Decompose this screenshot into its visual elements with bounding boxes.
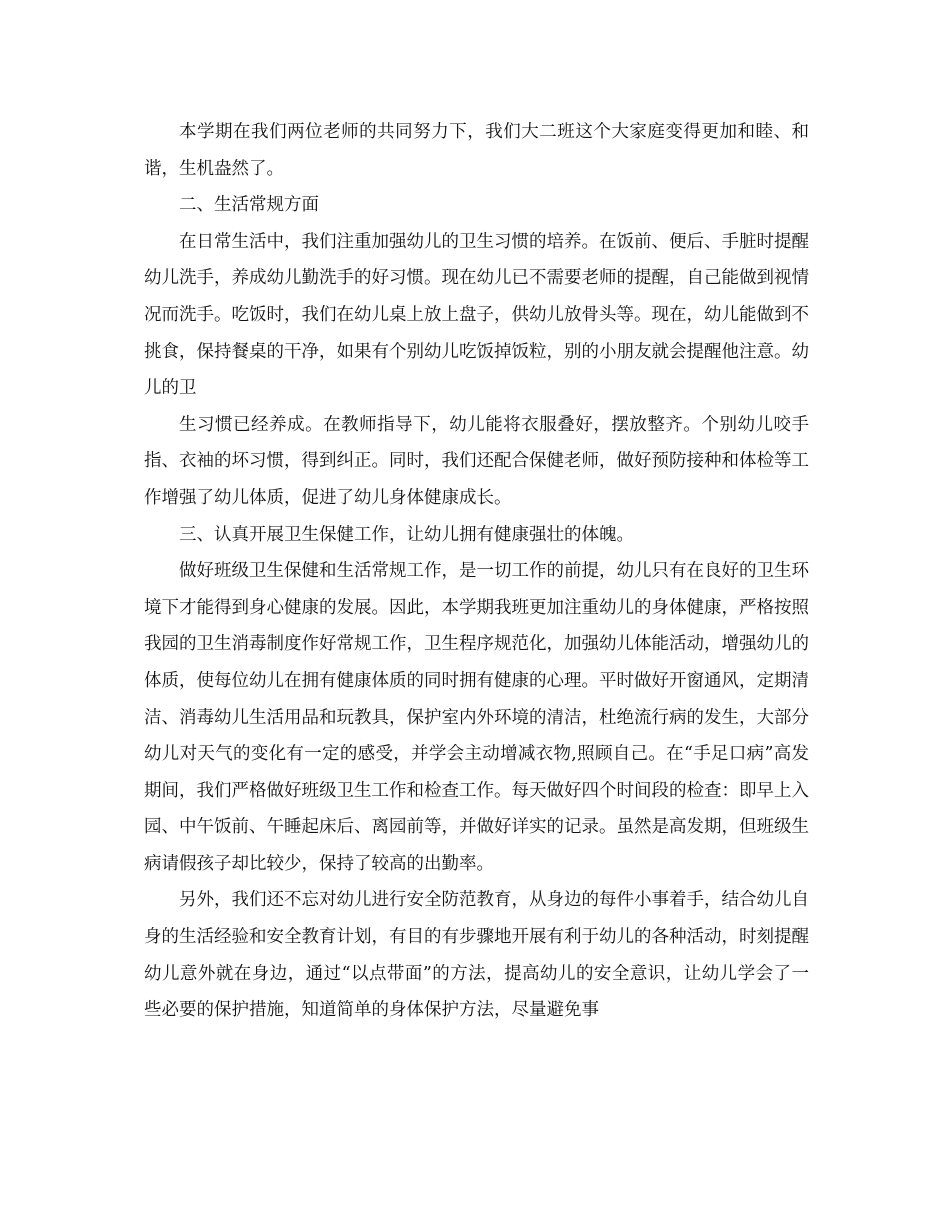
document-body <box>144 114 809 1029</box>
paragraph-intro: 本学期在我们两位老师的共同努力下，我们大二班这个大家庭变得更加和睦、和谐，生机盎然了。 <box>144 122 809 179</box>
paragraph-health-care: 做好班级卫生保健和生活常规工作，是一切工作的前提，幼儿只有在良好的卫生环境下才能得到身心健康的发展。因此，本学期我班更加注重幼儿的身体健康，严格按照我园的卫生消毒制度作好常规工作，卫生程序规范化，加强幼儿体能活动，增强幼儿的体质，使每位幼儿在拥有健康体质的同时拥有健康的心理。平时做好开窗通风，定期清洁、消毒幼儿生活用品和玩教具，保护室内外环境的清洁，杜绝流行病的发生，大部分幼儿对天气的变化有一定的感受，并学会主动增减衣物,照顾自己。在“手足口病”高发期间，我们严格做好班级卫生工作和检查工作。每天做好四个时间段的检查：即早上入园、中午饭前、午睡起床后、离园前等，并做好详实的记录。虽然是高发期，但班级生病请假孩子却比较少，保持了较高的出勤率。 <box>144 561 809 874</box>
paragraph-hygiene-habits: 在日常生活中，我们注重加强幼儿的卫生习惯的培养。在饭前、便后、手脏时提醒幼儿洗手，养成幼儿勤洗手的好习惯。现在幼儿已不需要老师的提醒，自己能做到视情况而洗手。吃饭时，我们在幼儿桌上放上盘子，供幼儿放骨头等。现在，幼儿能做到不挑食，保持餐桌的干净，如果有个别幼儿吃饭掉饭粒，别的小朋友就会提醒他注意。幼儿的卫 <box>144 231 809 399</box>
section-heading-health-care: 三、认真开展卫生保健工作，让幼儿拥有健康强壮的体魄。 <box>179 524 634 545</box>
paragraph-safety-education: 另外，我们还不忘对幼儿进行安全防范教育，从身边的每件小事着手，结合幼儿自身的生活经验和安全教育计划，有目的有步骤地开展有利于幼儿的各种活动，时刻提醒幼儿意外就在身边，通过“以点带面”的方法，提高幼儿的安全意识，让幼儿学会了一些必要的保护措施，知道简单的身体保护方法，尽量避免事 <box>144 890 809 1021</box>
paragraph-habits-formed: 生习惯已经养成。在教师指导下，幼儿能将衣服叠好，摆放整齐。个别幼儿咬手指、衣袖的坏习惯，得到纠正。同时，我们还配合保健老师，做好预防接种和体检等工作增强了幼儿体质，促进了幼儿身体健康成长。 <box>144 414 809 508</box>
section-heading-life-routine: 二、生活常规方面 <box>179 195 319 216</box>
